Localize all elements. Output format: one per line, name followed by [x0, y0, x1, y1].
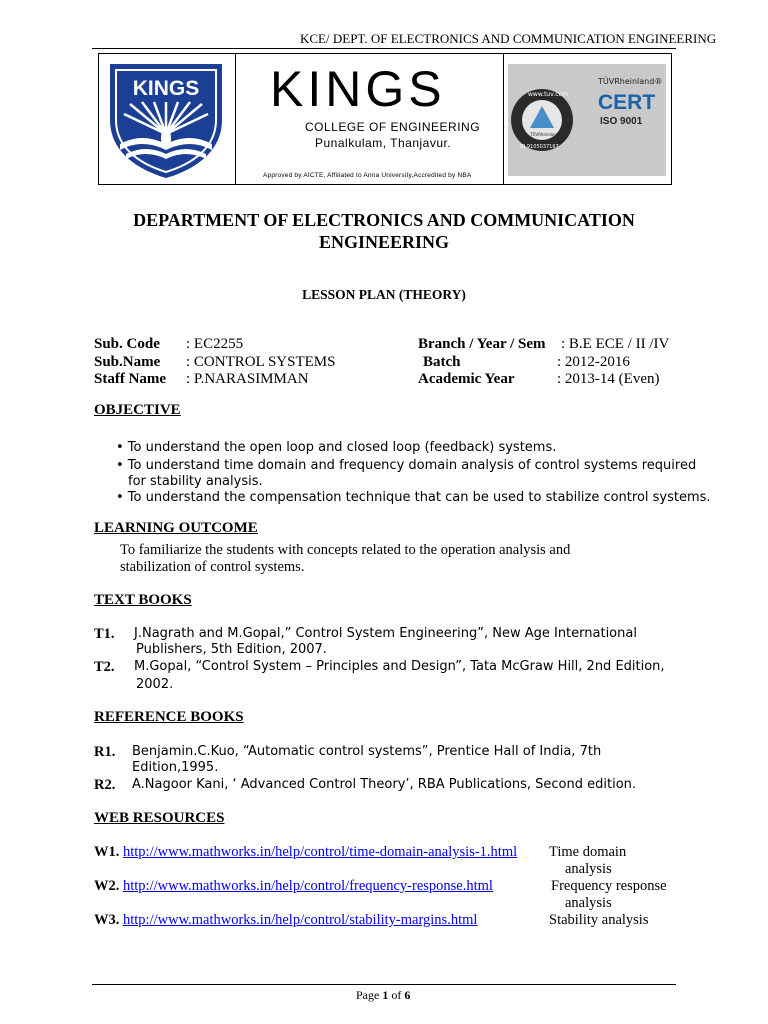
header-rule: [92, 48, 676, 49]
sub-code-value: : EC2255: [186, 336, 244, 352]
college-subtitle: COLLEGE OF ENGINEERING: [305, 120, 481, 134]
college-name: KINGS: [270, 61, 446, 117]
reference-label: R2.: [94, 777, 116, 793]
cert-word: CERT: [598, 91, 656, 114]
web-resource-desc: analysis: [565, 861, 612, 877]
sub-name-label: Sub.Name: [94, 354, 161, 370]
page-number: [356, 988, 410, 1003]
page-current: 1: [382, 988, 389, 1002]
text-book-line: M.Gopal, “Control System – Principles and Design”, Tata McGraw Hill, 2nd Edition,: [134, 659, 665, 674]
batch-label: Batch: [423, 354, 461, 370]
logo-divider: [235, 53, 236, 185]
objective-item: • To understand time domain and frequency domain analysis of control systems required: [116, 458, 697, 473]
web-resource-label: W3.: [94, 912, 120, 928]
page-total: 6: [404, 988, 411, 1002]
reference-line: Edition,1995.: [132, 760, 219, 775]
reference-line: Benjamin.C.Kuo, “Automatic control systems”, Prentice Hall of India, 7th: [132, 744, 602, 759]
web-resource-desc: Time domain: [549, 844, 627, 860]
batch-value: : 2012-2016: [557, 354, 630, 370]
footer-rule: [92, 984, 676, 985]
cert-iso: ISO 9001: [600, 116, 643, 127]
reference-line: A.Nagoor Kani, ‘ Advanced Control Theory’, RBA Publications, Second edition.: [132, 777, 637, 792]
text-books-heading: TEXT BOOKS: [94, 592, 192, 608]
objective-heading: OBJECTIVE: [94, 402, 181, 418]
seal-url: www.tuv.com: [528, 91, 569, 98]
kings-shield-logo: [106, 62, 226, 180]
department-title-line1: DEPARTMENT OF ELECTRONICS AND COMMUNICATION: [133, 210, 635, 230]
staff-name-value: : P.NARASIMMAN: [186, 371, 309, 387]
approval-line: Approved by AICTE, Affiliated to Anna University,Accredited by NBA: [263, 172, 472, 179]
text-book-line: 2002.: [136, 677, 174, 692]
reference-label: R1.: [94, 744, 116, 760]
academic-year-value: : 2013-14 (Even): [557, 371, 660, 387]
objective-item: for stability analysis.: [128, 474, 263, 489]
objective-item: • To understand the open loop and closed loop (feedback) systems.: [116, 440, 557, 455]
text-book-line: Publishers, 5th Edition, 2007.: [136, 642, 327, 657]
cert-brand: TÜVRheinland®: [598, 77, 663, 86]
web-resource-desc: Stability analysis: [549, 912, 649, 928]
of-word: of: [391, 988, 402, 1002]
text-book-line: J.Nagrath and M.Gopal,” Control System Engineering”, New Age International: [134, 626, 637, 641]
objective-item: • To understand the compensation technique that can be used to stabilize control systems.: [116, 490, 711, 505]
college-location: Punalkulam, Thanjavur.: [315, 136, 452, 150]
branch-label: Branch / Year / Sem: [418, 336, 546, 352]
page-word: Page: [356, 988, 380, 1002]
web-resource-link[interactable]: http://www.mathworks.in/help/control/stability-margins.html: [123, 912, 478, 928]
logo-divider: [503, 53, 504, 185]
web-resource-label: W2.: [94, 878, 120, 894]
reference-books-heading: REFERENCE BOOKS: [94, 709, 244, 725]
learning-outcome-line: stabilization of control systems.: [120, 559, 305, 575]
web-resource-link[interactable]: http://www.mathworks.in/help/control/time-domain-analysis-1.html: [123, 844, 518, 860]
tuv-cert-logo: [508, 64, 666, 176]
learning-outcome-line: To familiarize the students with concepts related to the operation analysis and: [120, 542, 571, 558]
text-book-label: T1.: [94, 626, 115, 642]
page-header: KCE/ DEPT. OF ELECTRONICS AND COMMUNICATION ENGINEERING: [300, 31, 717, 46]
web-resource-desc: analysis: [565, 895, 612, 911]
department-title: [100, 209, 668, 253]
web-resource-link[interactable]: http://www.mathworks.in/help/control/frequency-response.html: [123, 878, 493, 894]
sub-name-value: : CONTROL SYSTEMS: [186, 354, 336, 370]
web-resources-heading: WEB RESOURCES: [94, 810, 225, 826]
web-resource-label: W1.: [94, 844, 120, 860]
branch-value: : B.E ECE / II /IV: [561, 336, 670, 352]
sub-code-label: Sub. Code: [94, 336, 160, 352]
shield-text: KINGS: [132, 77, 200, 100]
web-resource-desc: Frequency response: [551, 878, 667, 894]
lesson-plan-title: LESSON PLAN (THEORY): [302, 287, 466, 302]
text-book-label: T2.: [94, 659, 115, 675]
seal-id: ID 9105037167: [520, 144, 559, 150]
learning-outcome-heading: LEARNING OUTCOME: [94, 520, 258, 536]
department-title-line2: ENGINEERING: [318, 232, 450, 252]
staff-name-label: Staff Name: [94, 371, 167, 387]
seal-brand: TÜVRheinland: [530, 132, 559, 137]
academic-year-label: Academic Year: [418, 371, 515, 387]
